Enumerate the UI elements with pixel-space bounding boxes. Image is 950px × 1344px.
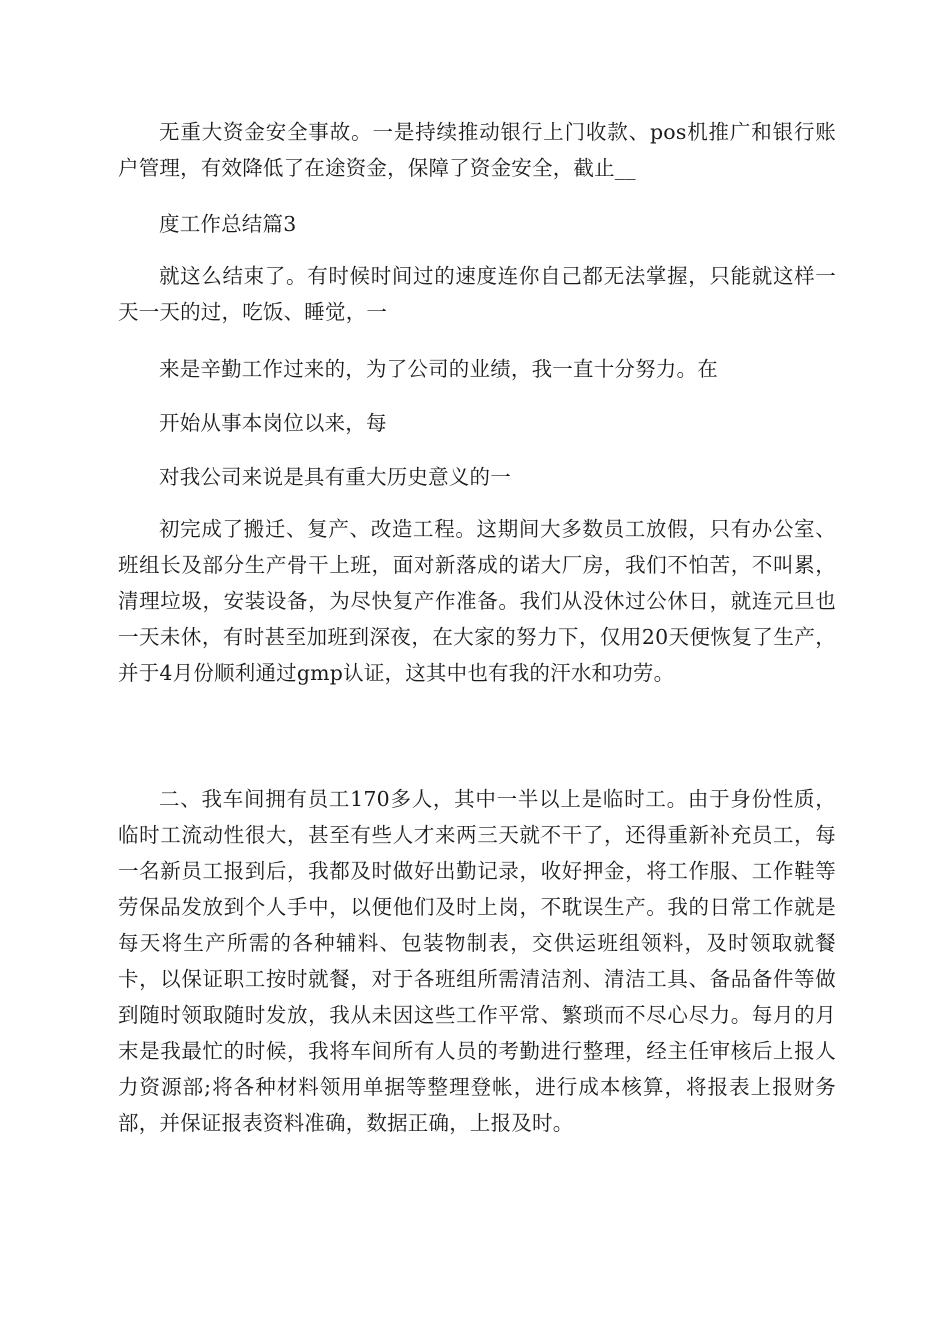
paragraph-7: 初完成了搬迁、复产、改造工程。这期间大多数员工放假，只有办公室、班组长及部分生产骨干上班，面对新落成的诺大厂房，我们不怕苦，不叫累，清理垃圾，安装设备，为尽快复产作准备。我们从没休过公休日，就连元旦也一天未休，有时甚至加班到深夜，在大家的努力下，仅用20天便恢复了生产，并于4月份顺利通过gmp认证，这其中也有我的汗水和功劳。 [118, 517, 836, 685]
paragraph-1: 无重大资金安全事故。一是持续推动银行上门收款、pos机推广和银行账户管理，有效降低了在途资金，保障了资金安全，截止__ [118, 120, 836, 180]
paragraph-6: 对我公司来说是具有重大历史意义的一 [159, 465, 511, 489]
paragraph-3: 就这么结束了。有时候时间过的速度连你自己都无法掌握，只能就这样一天一天的过，吃饭、睡觉，一 [118, 264, 836, 324]
paragraph-4: 来是辛勤工作过来的，为了公司的业绩，我一直十分努力。在 [159, 357, 718, 381]
paragraph-5: 开始从事本岗位以来，每 [159, 411, 387, 435]
paragraph-2: 度工作总结篇3 [159, 212, 297, 236]
paragraph-8: 二、我车间拥有员工170多人，其中一半以上是临时工。由于身份性质，临时工流动性很大，甚至有些人才来两三天就不干了，还得重新补充员工，每一名新员工报到后，我都及时做好出勤记录，收好押金，将工作服、工作鞋等劳保品发放到个人手中，以便他们及时上岗，不耽误生产。我的日常工作就是每天将生产所需的各种辅料、包装物制表，交供运班组领料，及时领取就餐卡，以保证职工按时就餐，对于各班组所需清洁剂、清洁工具、备品备件等做到随时领取随时发放，我从未因这些工作平常、繁琐而不尽心尽力。每月的月末是我最忙的时候，我将车间所有人员的考勤进行整理，经主任审核后上报人力资源部;将各种材料领用单据等整理登帐，进行成本核算，将报表上报财务部，并保证报表资料准确，数据正确，上报及时。 [118, 787, 836, 1135]
